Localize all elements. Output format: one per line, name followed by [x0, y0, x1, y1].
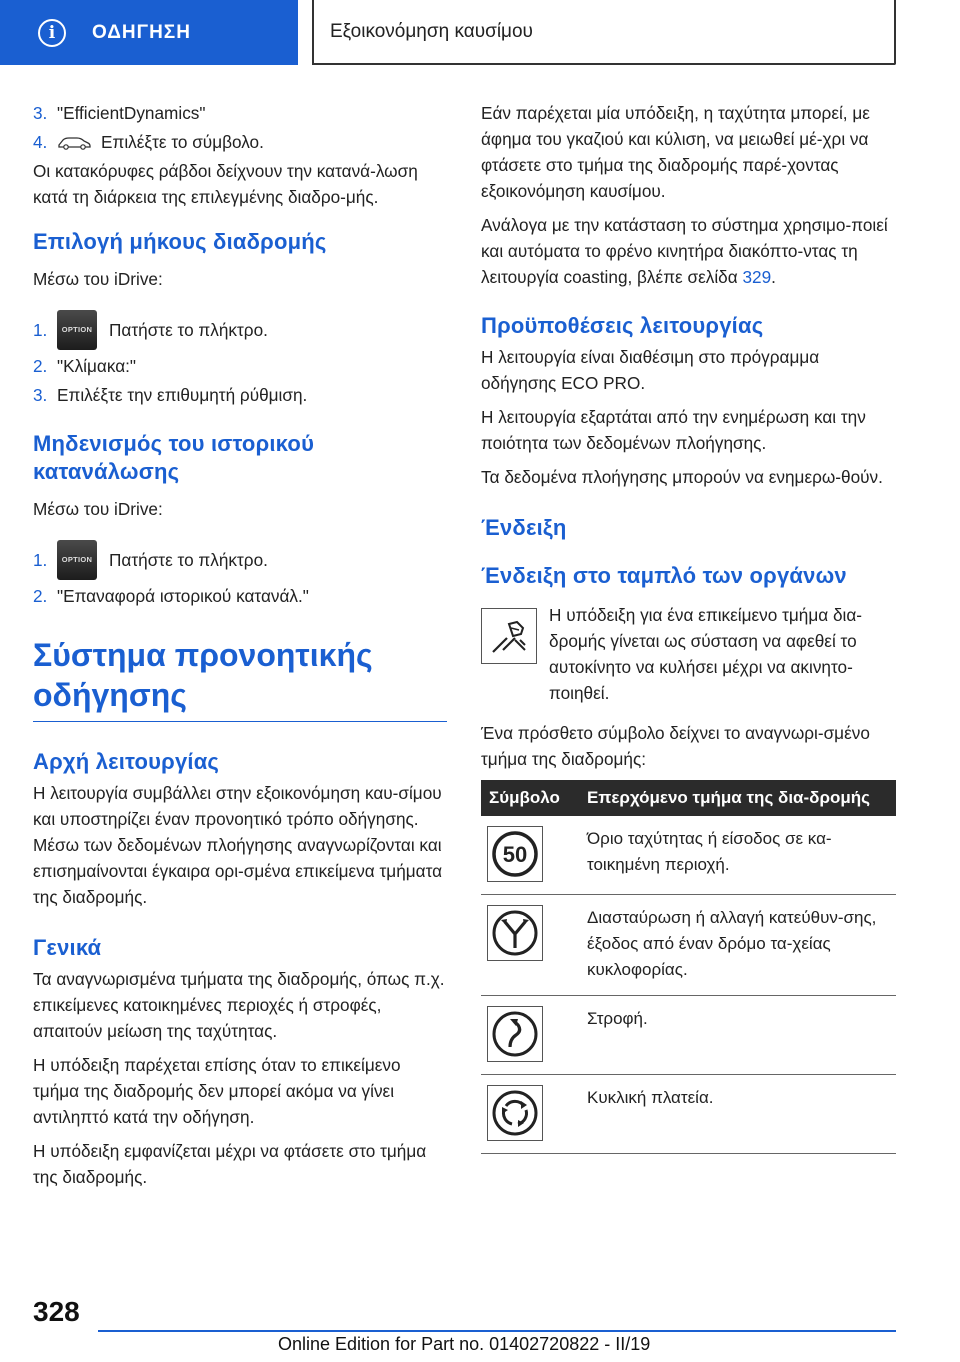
list-item	[33, 583, 447, 609]
list-text: "Κλίμακα:"	[57, 356, 137, 376]
list-item	[33, 382, 447, 408]
list-item	[33, 100, 447, 126]
header-tab-label: ΟΔΗΓΗΣΗ	[92, 21, 191, 43]
list-text: Πατήστε το πλήκτρο.	[109, 320, 268, 340]
list-number: 3.	[33, 385, 48, 405]
option-button-icon: OPTION	[57, 540, 97, 580]
table-row	[481, 996, 896, 1075]
table-header-segment: Επερχόμενο τμήμα της δια‐δρομής	[579, 780, 896, 816]
footer-edition: Online Edition for Part no. 01402720822 - II/19	[278, 1334, 651, 1354]
table-row	[481, 816, 896, 895]
table-cell: Διασταύρωση ή αλλαγή κατεύθυν‐σης, έξοδος από έναν δρόμο τα‐χείας κυκλοφορίας.	[579, 895, 896, 996]
paragraph: Ανάλογα με την κατάσταση το σύστημα χρησιμο‐ποιεί και αυτόματα το φρένο κινητήρα διακόπτο‐ντας τη λειτουργία coasting, βλέπε σελίδα 329.	[481, 215, 888, 287]
table-row	[481, 1075, 896, 1154]
paragraph: Ένα πρόσθετο σύμβολο δείχνει το αναγνωρι‐σμένο τμήμα της διαδρομής:	[481, 723, 870, 769]
paragraph: Η υπόδειξη για ένα επικείμενο τμήμα δια‐δρομής γίνεται ως σύσταση να αφεθεί το αυτοκίνητο να κυλήσει μέχρι να ακινητο‐ποιηθεί.	[549, 605, 862, 703]
table-cell: Όριο ταχύτητας ή είσοδος σε κα‐τοικημένη περιοχή.	[579, 816, 896, 895]
paragraph: Η λειτουργία είναι διαθέσιμη στο πρόγραμμα οδήγησης ECO PRO.	[481, 347, 820, 393]
paragraph: Μέσω του iDrive:	[33, 269, 163, 289]
paragraph: Οι κατακόρυφες ράβδοι δείχνουν την κατανά‐λωση κατά τη διάρκεια της επιλεγμένης διαδρο‐μής.	[33, 161, 418, 207]
heading-display: Ένδειξη	[481, 515, 567, 540]
list-number: 2.	[33, 356, 48, 376]
footer-divider	[98, 1330, 896, 1332]
list-text: Επιλέξτε το σύμβολο.	[101, 132, 264, 152]
list-number: 4.	[33, 132, 48, 152]
list-item	[33, 540, 447, 580]
heading-route-length: Επιλογή μήκους διαδρομής	[33, 229, 327, 254]
paragraph: Τα δεδομένα πλοήγησης μπορούν να ενημερω‐θούν.	[481, 467, 883, 487]
list-item	[33, 310, 447, 350]
paragraph-text: Ανάλογα με την κατάσταση το σύστημα χρησιμο‐ποιεί και αυτόματα το φρένο κινητήρα διακόπτο‐ντας τη λειτουργία coasting, βλέπε σελίδα	[481, 215, 888, 287]
table-header-symbol: Σύμβολο	[481, 780, 579, 816]
svg-text:50: 50	[502, 842, 528, 867]
symbol-table	[481, 780, 896, 1154]
paragraph: Η υπόδειξη παρέχεται επίσης όταν το επικείμενο τμήμα της διαδρομής δεν μπορεί ακόμα να γίνει αντιληπτό κατά την οδήγηση.	[33, 1055, 401, 1127]
list-text: Πατήστε το πλήκτρο.	[109, 550, 268, 570]
heading-principle: Αρχή λειτουργίας	[33, 749, 220, 774]
option-button-icon: OPTION	[57, 310, 97, 350]
paragraph: Η λειτουργία συμβάλλει στην εξοικονόμηση καυ‐σίμου και υποστηρίζει έναν προνοητικό τρόπο οδήγησης. Μέσω των δεδομένων πλοήγησης αναγνωρίζονται και επισημαίνονται έγκαιρα ορι‐σμένα επικείμενα τμήματα της διαδρομής.	[33, 783, 443, 907]
roundabout-icon	[487, 1085, 543, 1141]
table-header-row	[481, 780, 896, 816]
table-row	[481, 895, 896, 996]
table-cell: Κυκλική πλατεία.	[579, 1075, 896, 1154]
paragraph: Εάν παρέχεται μία υπόδειξη, η ταχύτητα μπορεί, με άφημα του γκαζιού και κύλιση, να μειωθεί μέ‐χρι να φτάσετε στο τμήμα της διαδρομής παρέ‐χοντας εξοικονόμηση καυσίμου.	[481, 103, 870, 201]
list-number: 1.	[33, 550, 48, 570]
list-number: 3.	[33, 103, 48, 123]
info-icon: i	[38, 19, 66, 47]
curve-icon	[487, 1006, 543, 1062]
paragraph: Τα αναγνωρισμένα τμήματα της διαδρομής, όπως π.χ. επικείμενες κατοικημένες περιοχές ή στροφές, απαιτούν μείωση της ταχύτητας.	[33, 969, 445, 1041]
section-title: Εξοικονόμηση καυσίμου	[312, 0, 896, 65]
junction-icon	[487, 905, 543, 961]
coasting-hint-icon	[481, 608, 537, 664]
table-cell: Στροφή.	[579, 996, 896, 1075]
list-text: Επιλέξτε την επιθυμητή ρύθμιση.	[57, 385, 308, 405]
heading-system: Σύστημα προνοητικής οδήγησης	[33, 635, 447, 722]
list-number: 2.	[33, 586, 48, 606]
heading-reset: Μηδενισμός του ιστορικού κατανάλωσης	[33, 431, 315, 484]
heading-prerequisites: Προϋποθέσεις λειτουργίας	[481, 313, 764, 338]
list-text: "EfficientDynamics"	[57, 103, 206, 123]
cluster-hint	[481, 602, 896, 720]
paragraph: Η υπόδειξη εμφανίζεται μέχρι να φτάσετε στο τμήμα της διαδρομής.	[33, 1141, 427, 1187]
car-symbol-icon	[57, 134, 93, 150]
speed-limit-50-icon	[487, 826, 543, 882]
paragraph: Μέσω του iDrive:	[33, 499, 163, 519]
list-item	[33, 353, 447, 379]
list-text: "Επαναφορά ιστορικού κατανάλ."	[57, 586, 309, 606]
paragraph: Η λειτουργία εξαρτάται από την ενημέρωση και την ποιότητα των δεδομένων πλοήγησης.	[481, 407, 866, 453]
list-number: 1.	[33, 320, 48, 340]
heading-general: Γενικά	[33, 935, 102, 960]
right-column	[481, 100, 896, 1154]
page-link[interactable]: 329	[742, 267, 772, 287]
heading-cluster: Ένδειξη στο ταμπλό των οργάνων	[481, 563, 847, 588]
list-item	[33, 129, 447, 155]
header-tab[interactable]	[0, 0, 298, 65]
page-number: 328	[33, 1296, 80, 1327]
left-column	[33, 100, 447, 1198]
